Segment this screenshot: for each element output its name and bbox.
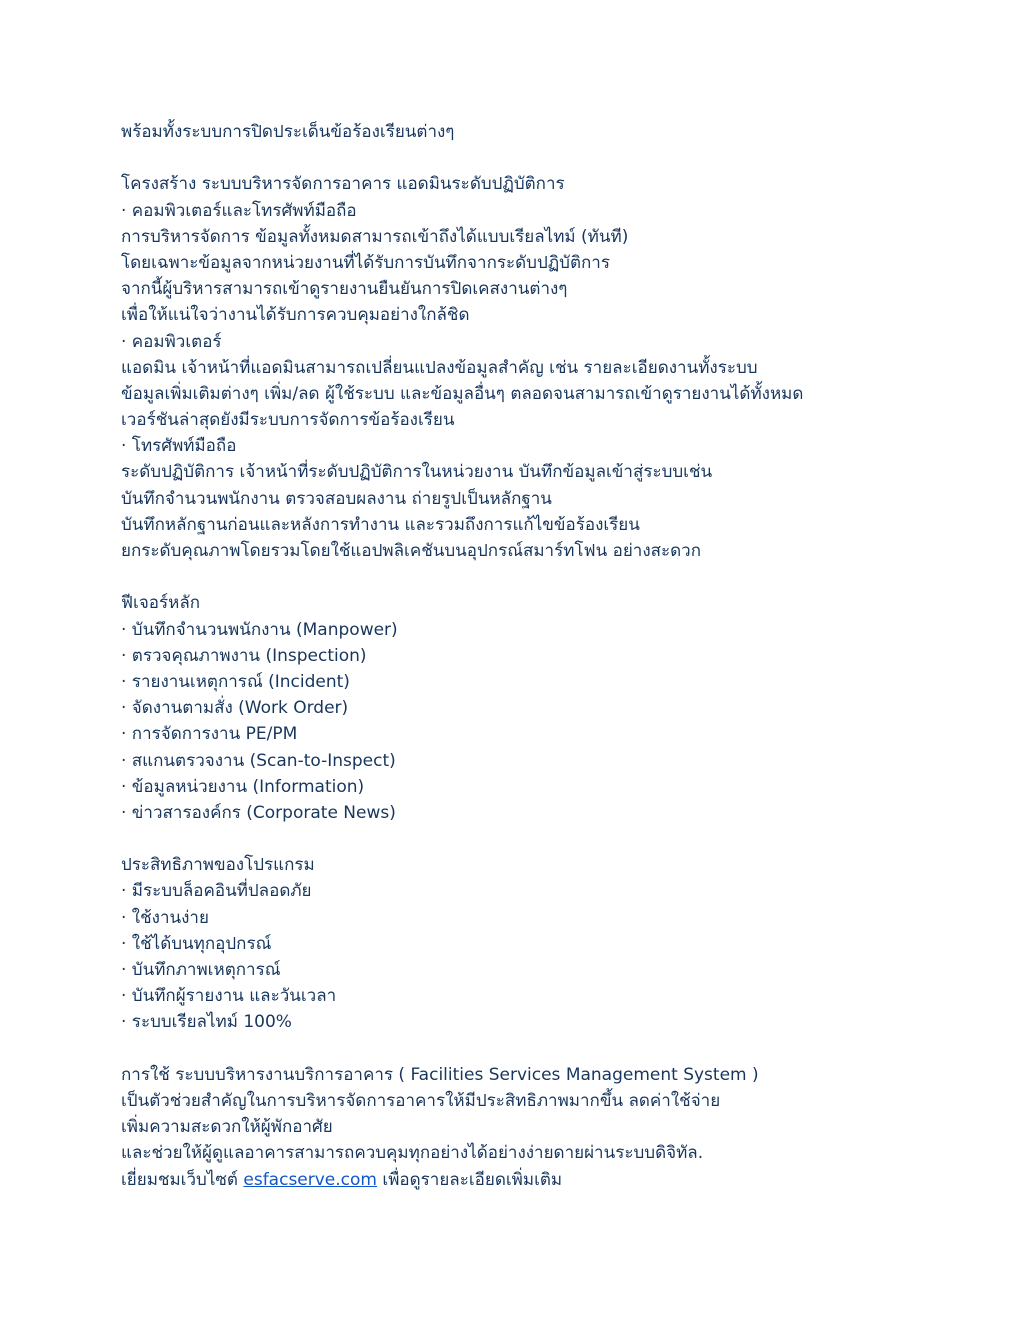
efficiency-item: · บันทึกภาพเหตุการณ์ <box>121 960 281 980</box>
structure-line: · โทรศัพท์มือถือ <box>121 436 237 457</box>
feature-item: · สแกนตรวจงาน (Scan-to-Inspect) <box>121 750 396 771</box>
document-body <box>121 119 981 1193</box>
closing-line: เป็นตัวช่วยสำคัญในการบริหารจัดการอาคารให้มีประสิทธิภาพมากขึ้น ลดค่าใช้จ่าย <box>121 1090 721 1111</box>
feature-item: · ข้อมูลหน่วยงาน (Information) <box>121 776 365 797</box>
visit-suffix: เพื่อดูรายละเอียดเพิ่มเติม <box>376 1169 563 1190</box>
closing-line: การใช้ ระบบบริหารงานบริการอาคาร ( Facilities Services Management System ) <box>121 1064 759 1085</box>
closing-line: เพิ่มความสะดวกให้ผู้พักอาศัย <box>121 1117 333 1138</box>
visit-line <box>121 1167 981 1193</box>
feature-item: · จัดงานตามสั่ง (Work Order) <box>121 698 349 719</box>
structure-line: บันทึกจำนวนพนักงาน ตรวจสอบผลงาน ถ่ายรูปเป็นหลักฐาน <box>121 488 552 509</box>
structure-line: · คอมพิวเตอร์และโทรศัพท์มือถือ <box>121 200 357 221</box>
feature-item: · การจัดการงาน PE/PM <box>121 724 298 745</box>
visit-prefix: เยี่ยมชมเว็บไซต์ <box>121 1169 244 1190</box>
efficiency-heading: ประสิทธิภาพของโปรแกรม <box>121 855 315 876</box>
feature-item: · ตรวจคุณภาพงาน (Inspection) <box>121 645 367 666</box>
spacer <box>121 145 981 171</box>
website-link[interactable]: esfacserve.com <box>243 1169 377 1190</box>
feature-item: · ข่าวสารองค์กร (Corporate News) <box>121 802 396 823</box>
structure-line: บันทึกหลักฐานก่อนและหลังการทำงาน และรวมถึงการแก้ไขข้อร้องเรียน <box>121 514 640 535</box>
structure-line: ยกระดับคุณภาพโดยรวมโดยใช้แอปพลิเคชันบนอุปกรณ์สมาร์ทโฟน อย่างสะดวก <box>121 541 702 561</box>
features-heading: ฟีเจอร์หลัก <box>121 593 201 614</box>
structure-line: เวอร์ชันล่าสุดยังมีระบบการจัดการข้อร้องเรียน <box>121 410 455 431</box>
spacer <box>121 564 981 590</box>
structure-line: · คอมพิวเตอร์ <box>121 331 222 352</box>
efficiency-item: · มีระบบล็อคอินที่ปลอดภัย <box>121 881 312 902</box>
structure-line: ระดับปฏิบัติการ เจ้าหน้าที่ระดับปฏิบัติการในหน่วยงาน บันทึกข้อมูลเข้าสู่ระบบเช่น <box>121 462 713 483</box>
structure-heading: โครงสร้าง ระบบบริหารจัดการอาคาร แอดมินระดับปฏิบัติการ <box>121 174 565 195</box>
efficiency-item: · บันทึกผู้รายงาน และวันเวลา <box>121 986 337 1007</box>
structure-line: เพื่อให้แน่ใจว่างานได้รับการควบคุมอย่างใกล้ชิด <box>121 305 470 326</box>
feature-item: · บันทึกจำนวนพนักงาน (Manpower) <box>121 619 398 640</box>
structure-line: โดยเฉพาะข้อมูลจากหน่วยงานที่ได้รับการบันทึกจากระดับปฏิบัติการ <box>121 252 610 273</box>
feature-item: · รายงานเหตุการณ์ (Incident) <box>121 671 350 692</box>
structure-line: แอดมิน เจ้าหน้าที่แอดมินสามารถเปลี่ยนแปลงข้อมูลสำคัญ เช่น รายละเอียดงานทั้งระบบ <box>121 357 758 378</box>
efficiency-item: · ใช้ได้บนทุกอุปกรณ์ <box>121 933 272 954</box>
efficiency-item: · ใช้งานง่าย <box>121 907 209 928</box>
structure-line: จากนี้ผู้บริหารสามารถเข้าดูรายงานยืนยันการปิดเคสงานต่างๆ <box>121 279 568 300</box>
intro-line: พร้อมทั้งระบบการปิดประเด็นข้อร้องเรียนต่างๆ <box>121 122 455 142</box>
closing-line: และช่วยให้ผู้ดูแลอาคารสามารถควบคุมทุกอย่างได้อย่างง่ายดายผ่านระบบดิจิทัล. <box>121 1143 704 1164</box>
efficiency-item: · ระบบเรียลไทม์ 100% <box>121 1012 292 1033</box>
spacer <box>121 826 981 852</box>
structure-line: ข้อมูลเพิ่มเติมต่างๆ เพิ่ม/ลด ผู้ใช้ระบบ และข้อมูลอื่นๆ ตลอดจนสามารถเข้าดูรายงานได้ทั้งหมด <box>121 383 804 404</box>
spacer <box>121 1036 981 1062</box>
structure-line: การบริหารจัดการ ข้อมูลทั้งหมดสามารถเข้าถึงได้แบบเรียลไทม์ (ทันที) <box>121 226 629 247</box>
